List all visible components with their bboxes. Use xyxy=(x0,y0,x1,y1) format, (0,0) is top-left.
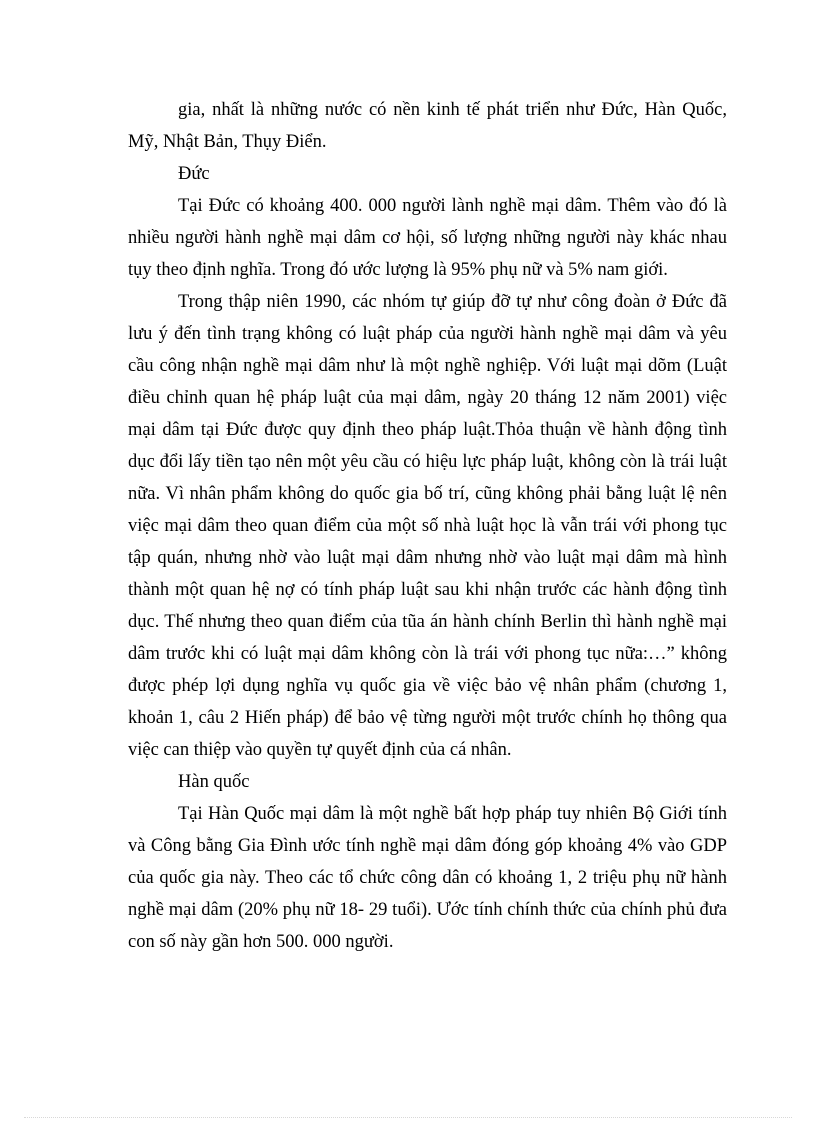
section-heading-germany: Đức xyxy=(178,164,210,184)
paragraph-korea: Tại Hàn Quốc mại dâm là một nghề bất hợp pháp tuy nhiên Bộ Giới tính và Công bằng Gia Đình ước tính nghề mại dâm đóng góp khoảng 4% vào GDP của quốc gia này. Theo các tổ chức công dân có khoảng 1, 2 triệu phụ nữ hành nghề mại dâm (20% phụ nữ 18- 29 tuổi). Ước tính chính thức của chính phủ đưa con số này gần hơn 500. 000 người. xyxy=(128,804,727,952)
page-bottom-divider xyxy=(24,1117,792,1118)
paragraph-germany-count: Tại Đức có khoảng 400. 000 người lành nghề mại dâm. Thêm vào đó là nhiều người hành nghề mại dâm cơ hội, số lượng những người này khác nhau tụy theo định nghĩa. Trong đó ước lượng là 95% phụ nữ và 5% nam giới. xyxy=(128,196,727,280)
section-heading-korea: Hàn quốc xyxy=(178,772,250,792)
paragraph-germany-law: Trong thập niên 1990, các nhóm tự giúp đỡ tự như công đoàn ở Đức đã lưu ý đến tình trạng không có luật pháp của người hành nghề mại dâm và yêu cầu công nhận nghề mại dâm như là một nghề nghiệp. Với luật mại dõm (Luật điều chỉnh quan hệ pháp luật của mại dâm, ngày 20 tháng 12 năm 2001) việc mại dâm tại Đức được quy định theo pháp luật.Thỏa thuận về hành động tình dục đổi lấy tiền tạo nên một yêu cầu có hiệu lực pháp luật, không còn là trái luật nữa. Vì nhân phẩm không do quốc gia bố trí, cũng không phải bằng luật lệ nên việc mại dâm theo quan điểm của một số nhà luật học là vẫn trái với phong tục tập quán, nhưng nhờ vào luật mại dâm nhưng nhờ vào luật mại dâm mà hình thành một quan hệ nợ có tính pháp luật sau khi nhận trước các hành động tình dục. Thế nhưng theo quan điểm của tũa án hành chính Berlin thì hành nghề mại dâm trước khi có luật mại dâm không còn là trái với phong tục nữa:…” không được phép lợi dụng nghĩa vụ quốc gia về việc bảo vệ nhân phẩm (chương 1, khoản 1, câu 2 Hiến pháp) để bảo vệ từng người một trước chính họ thông qua việc can thiệp vào quyền tự quyết định của cá nhân. xyxy=(128,292,727,760)
paragraph-intro-continuation: gia, nhất là những nước có nền kinh tế phát triển như Đức, Hàn Quốc, Mỹ, Nhật Bản, Thụy Điển. xyxy=(128,100,727,152)
document-body xyxy=(128,94,727,958)
